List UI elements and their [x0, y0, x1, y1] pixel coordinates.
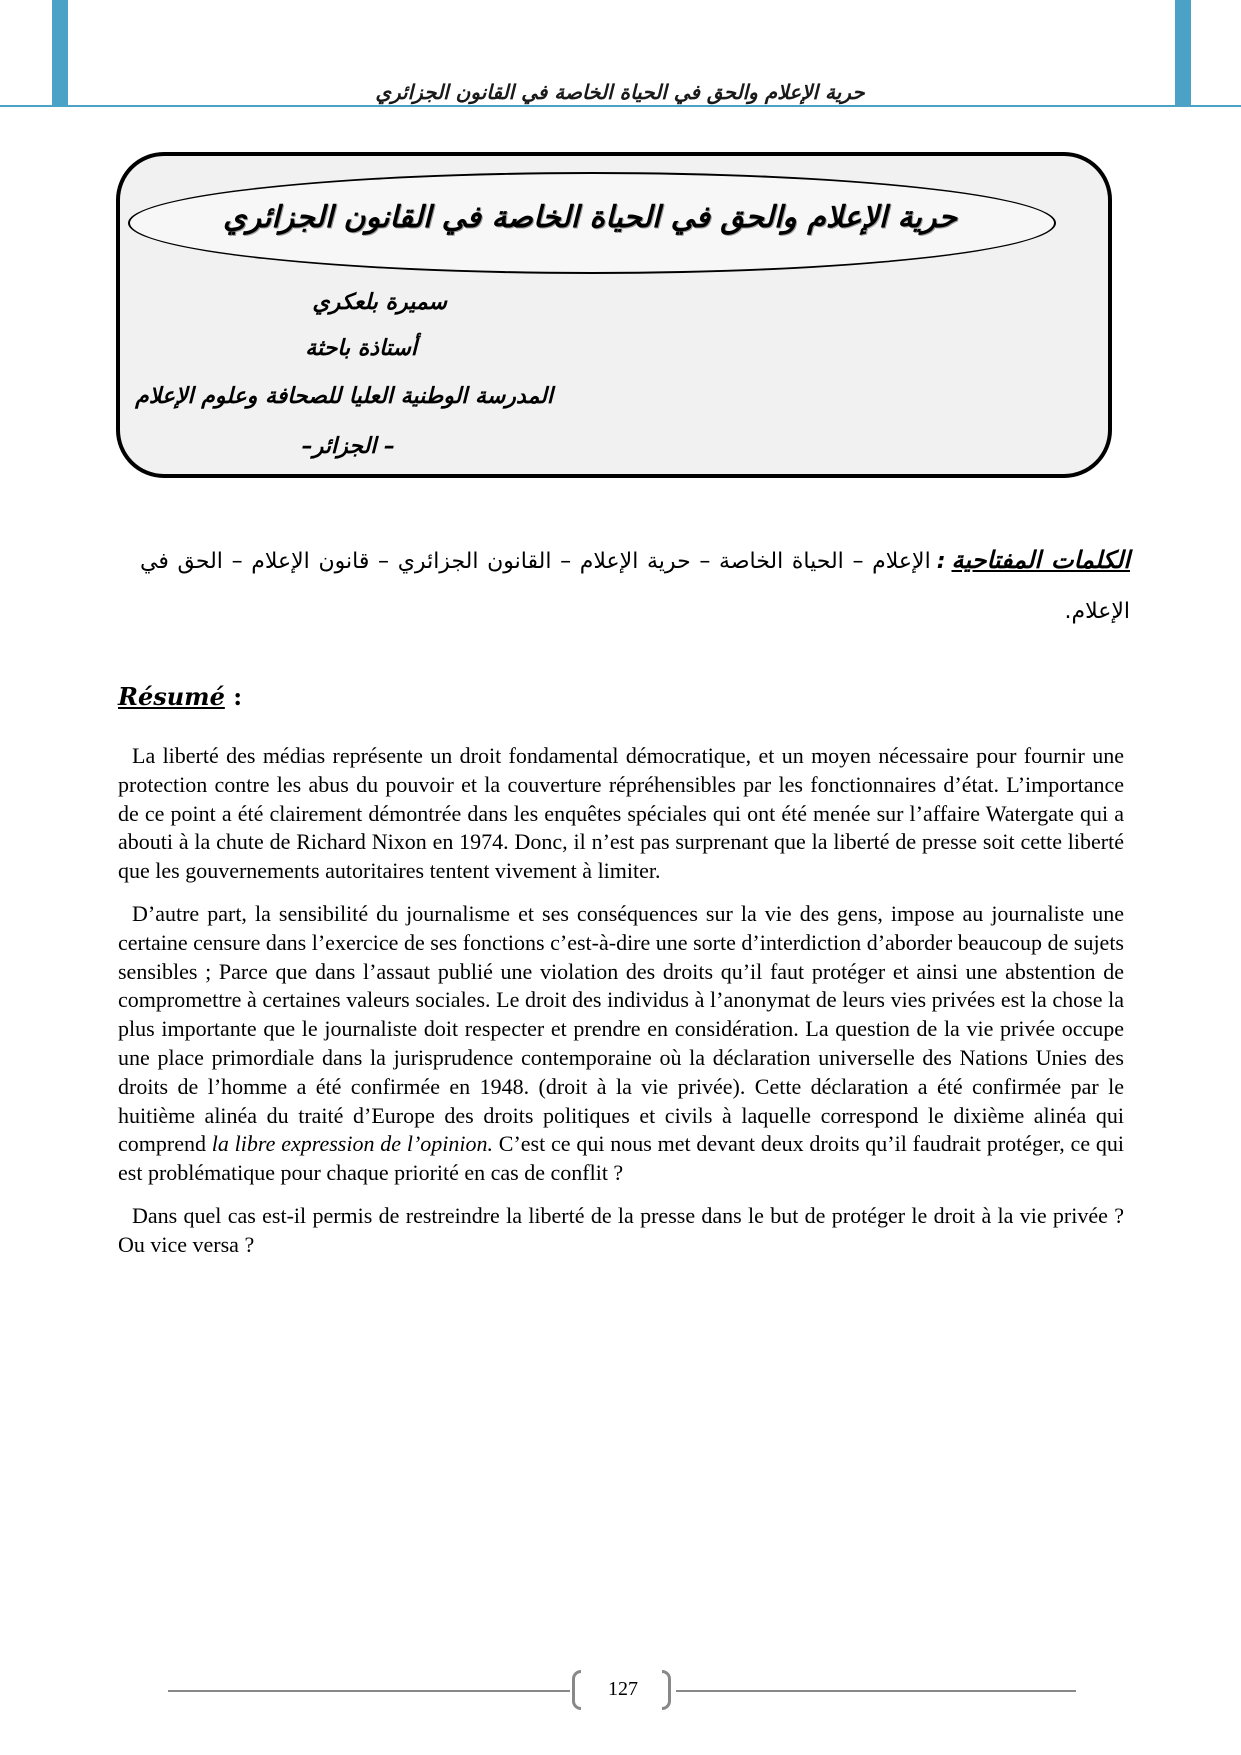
- resume-paragraph-2: [118, 900, 1124, 1188]
- page-bracket-right: [662, 1670, 671, 1710]
- footer-rule-right: [676, 1690, 1076, 1692]
- keywords-label: الكلمات المفتاحية: [951, 546, 1131, 574]
- author-country: – الجزائر–: [301, 434, 395, 459]
- resume-heading: [118, 682, 242, 711]
- footer-rule-left: [168, 1690, 570, 1692]
- left-accent-bar: [52, 0, 68, 105]
- running-header-title: حرية الإعلام والحق في الحياة الخاصة في القانون الجزائري: [375, 80, 865, 104]
- author-role: أستاذة باحثة: [305, 336, 417, 361]
- page-bracket-left: [572, 1670, 581, 1710]
- resume-paragraph-1: La liberté des médias représente un droit fondamental démocratique, et un moyen nécessaire pour fournir une protection contre les abus du pouvoir et la couverture répréhensibles par les fonctionnaires d’état. L’importance de ce point a été clairement démontrée dans les enquêtes spéciales qui ont été menée sur l’affaire Watergate qui a abouti à la chute de Richard Nixon en 1974. Donc, il n’est pas surprenant que la liberté de presse soit cette liberté que les gouvernements autoritaires tentent vivement à limiter.: [118, 743, 1124, 884]
- resume-paragraph-2-italic: la libre expression de l’opinion.: [211, 1131, 493, 1157]
- resume-heading-colon: :: [224, 682, 243, 711]
- resume-paragraph-2-part-b: C’est ce qui nous met devant deux droits qu’il faudrait protéger, ce qui est problématique pour chaque priorité en cas de conflit ?: [118, 1131, 1124, 1186]
- keywords-colon: :: [936, 549, 946, 574]
- header-rule: [0, 105, 1241, 107]
- resume-paragraph-3: Dans quel cas est-il permis de restreindre la liberté de la presse dans le but de protéger le droit à la vie privée ? Ou vice versa ?: [118, 1202, 1124, 1257]
- resume-heading-label: Résumé: [118, 682, 225, 711]
- resume-body: [118, 742, 1124, 1274]
- page-number: 127: [608, 1678, 638, 1700]
- article-title: حرية الإعلام والحق في الحياة الخاصة في القانون الجزائري: [222, 200, 958, 235]
- keywords-section: [140, 535, 1130, 637]
- resume-paragraph-2-part-a: D’autre part, la sensibilité du journalisme et ses conséquences sur la vie des gens, impose au journaliste une certaine censure dans l’exercice de ses fonctions c’est-à-dire une sorte d’interdiction d’aborder beaucoup de sujets sensibles ; Parce que dans l’assaut publié une violation des droits qu’il faut protéger et ainsi une abstention de compromettre à certaines valeurs sociales. Le droit des individus à l’anonymat de leurs vies privées est la chose la plus importante que le journaliste doit respecter et prendre en considération. La question de la vie privée occupe une place primordiale dans la jurisprudence contemporaine où la déclaration universelle des Nations Unies des droits de l’homme a été confirmée en 1948. (droit à la vie privée). Cette déclaration a été confirmée par le huitième alinéa du traité d’Europe des droits politiques et civils à laquelle correspond le dixième alinéa qui comprend: [118, 900, 1124, 1157]
- keywords-text: الإعلام – الحياة الخاصة – حرية الإعلام – القانون الجزائري – قانون الإعلام – الحق في الإعلام.: [140, 549, 1130, 624]
- right-accent-bar: [1175, 0, 1191, 105]
- author-name: سميرة بلعكري: [312, 290, 447, 315]
- author-institution: المدرسة الوطنية العليا للصحافة وعلوم الإعلام: [135, 384, 553, 409]
